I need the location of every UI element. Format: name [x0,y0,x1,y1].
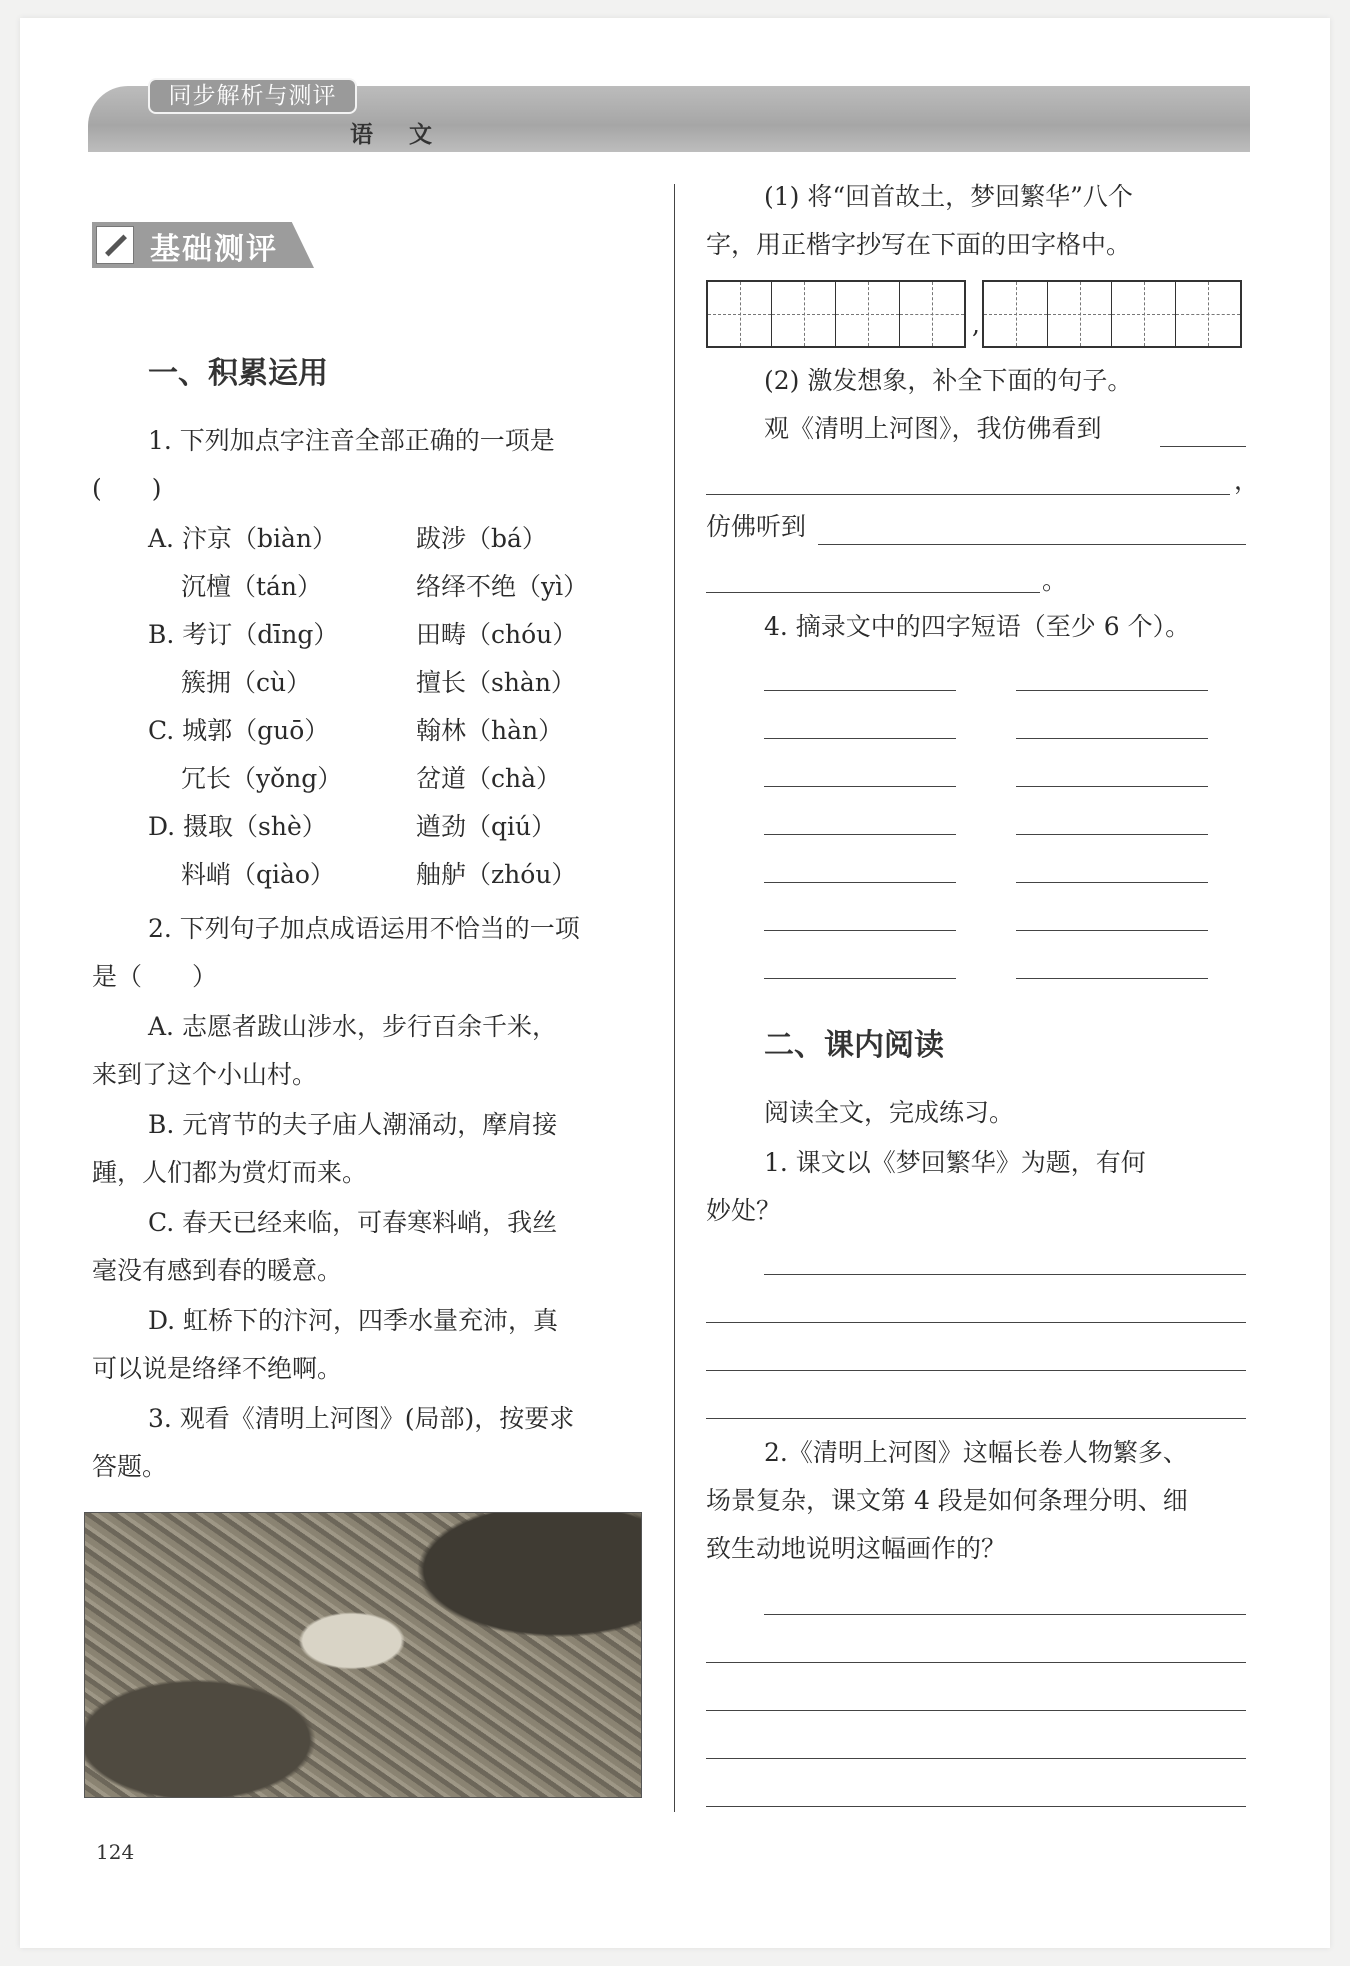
q2-option-d-cont: 可以说是络绎不绝啊。 [92,1354,343,1383]
q2-option-c: C. 春天已经来临，可春寒料峭，我丝 [148,1208,558,1237]
grid-cell[interactable] [1176,282,1240,346]
p2-period: 。 [1042,566,1068,595]
q1-option-b1: B. 考订（dīng） [148,620,339,649]
q1-stem: 1. 下列加点字注音全部正确的一项是 [148,426,555,455]
q2-option-d: D. 虹桥下的汴河，四季水量充沛，真 [148,1306,559,1335]
section-heading-1: 一、积累运用 [148,356,328,391]
p1-text: (1) 将“回首故土，梦回繁华”八个 [764,182,1133,211]
r1-stem-cont: 妙处？ [706,1196,782,1225]
answer-line[interactable] [1016,882,1208,883]
answer-line[interactable] [818,544,1246,545]
q1-option-c1: C. 城郭（guō） [148,716,330,745]
q1-option-a1: A. 汴京（biàn） [148,524,337,553]
answer-line[interactable] [706,1322,1246,1323]
answer-line[interactable] [706,1662,1246,1663]
q1-paren: ( ) [92,474,162,503]
pencil-icon [96,226,134,264]
answer-line[interactable] [1016,738,1208,739]
r1-stem: 1. 课文以《梦回繁华》为题，有何 [764,1148,1146,1177]
answer-line[interactable] [706,592,1040,593]
q3-stem-cont: 答题。 [92,1452,168,1481]
q2-option-a: A. 志愿者跋山涉水，步行百余千米， [148,1012,557,1041]
answer-line[interactable] [706,494,1230,495]
answer-line[interactable] [764,690,956,691]
answer-line[interactable] [1016,978,1208,979]
answer-line[interactable] [1016,930,1208,931]
q1-option-c3: 冗长（yǒng） [148,764,343,793]
q1-option-b4: 擅长（shàn） [416,668,576,697]
tianzige-grid-2[interactable] [982,280,1242,348]
answer-line[interactable] [706,1710,1246,1711]
banner-label: 基础测评 [150,232,278,267]
r2-stem: 2.《清明上河图》这幅长卷人物繁多、 [764,1438,1188,1467]
p1-text-cont: 字，用正楷字抄写在下面的田字格中。 [706,230,1132,259]
q1-option-d1: D. 摄取（shè） [148,812,327,841]
q1-option-c2: 翰林（hàn） [416,716,564,745]
q2-option-c-cont: 毫没有感到春的暖意。 [92,1256,343,1285]
q1-option-d4: 舳舻（zhóu） [416,860,577,889]
p2-comma: ， [1234,466,1260,495]
column-divider [674,184,675,1812]
q1-option-b3: 簇拥（cù） [148,668,312,697]
q1-option-a4: 络绎不绝（yì） [416,572,589,601]
grid-cell[interactable] [900,282,964,346]
q2-stem-cont: 是（ ） [92,962,218,991]
answer-line[interactable] [1160,446,1246,447]
r2-stem-cont: 场景复杂，课文第 4 段是如何条理分明、细 [706,1486,1188,1515]
grid-cell[interactable] [1048,282,1112,346]
subject-label: 语 文 [350,122,447,148]
reading-intro: 阅读全文，完成练习。 [764,1098,1015,1127]
painting-image [84,1512,642,1798]
q3-stem: 3. 观看《清明上河图》(局部)，按要求 [148,1404,575,1433]
answer-line[interactable] [764,882,956,883]
q2-option-a-cont: 来到了这个小山村。 [92,1060,318,1089]
section-heading-2: 二、课内阅读 [764,1028,944,1063]
q2-option-b-cont: 踵，人们都为赏灯而来。 [92,1158,368,1187]
page-number: 124 [96,1840,135,1864]
q1-option-b2: 田畴（chóu） [416,620,578,649]
answer-line[interactable] [764,1614,1246,1615]
answer-line[interactable] [706,1806,1246,1807]
answer-line[interactable] [1016,834,1208,835]
q1-option-d3: 料峭（qiào） [148,860,335,889]
q1-option-d2: 遒劲（qiú） [416,812,557,841]
grid-cell[interactable] [984,282,1048,346]
p2-see: 观《清明上河图》，我仿佛看到 [764,414,1102,443]
answer-line[interactable] [706,1418,1246,1419]
answer-line[interactable] [1016,786,1208,787]
series-title: 同步解析与测评 [148,78,357,114]
answer-line[interactable] [706,1758,1246,1759]
q1-option-a2: 跋涉（bá） [416,524,547,553]
grid-comma: , [972,310,980,339]
grid-cell[interactable] [708,282,772,346]
grid-cell[interactable] [836,282,900,346]
q4-stem: 4. 摘录文中的四字短语（至少 6 个）。 [764,612,1191,641]
answer-line[interactable] [764,786,956,787]
grid-cell[interactable] [1112,282,1176,346]
answer-line[interactable] [764,738,956,739]
answer-line[interactable] [764,834,956,835]
q1-option-a3: 沉檀（tán） [148,572,322,601]
p2-text: (2) 激发想象，补全下面的句子。 [764,366,1133,395]
q1-option-c4: 岔道（chà） [416,764,562,793]
q2-option-b: B. 元宵节的夫子庙人潮涌动，摩肩接 [148,1110,558,1139]
answer-line[interactable] [764,930,956,931]
p2-hear: 仿佛听到 [706,512,807,541]
answer-line[interactable] [1016,690,1208,691]
r2-stem-cont2: 致生动地说明这幅画作的？ [706,1534,1007,1563]
tianzige-grid-1[interactable] [706,280,966,348]
answer-line[interactable] [764,1274,1246,1275]
answer-line[interactable] [706,1370,1246,1371]
answer-line[interactable] [764,978,956,979]
grid-cell[interactable] [772,282,836,346]
q2-stem: 2. 下列句子加点成语运用不恰当的一项 [148,914,580,943]
